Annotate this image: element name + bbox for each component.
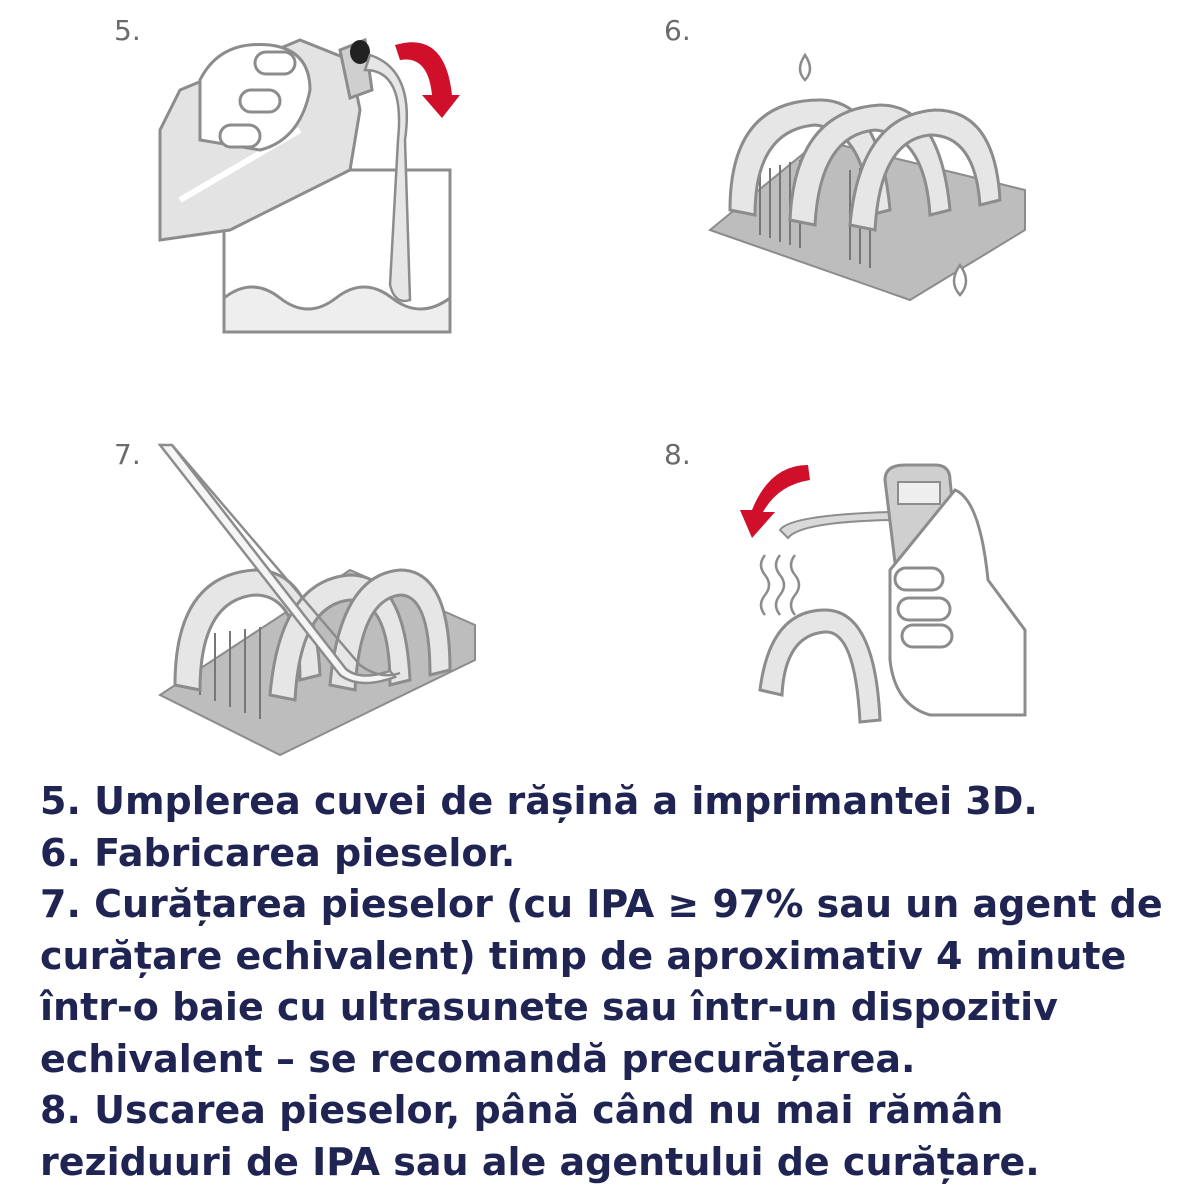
step-number-8: 8. (664, 438, 691, 471)
step-number-5: 5. (114, 14, 141, 47)
caption-line: curățare echivalent) timp de aproximativ 4 minute (40, 933, 1127, 978)
printed-parts-on-build-plate-icon (710, 50, 1030, 310)
caption-line: 7. Curățarea pieselor (cu IPA ≥ 97% sau un agent de (40, 882, 1163, 926)
caption-line: într-o baie cu ultrasunete sau într-un dispozitiv (40, 985, 1058, 1029)
step-number-7: 7. (114, 438, 141, 471)
caption-line: 8. Uscarea pieselor, până când nu mai rămân (40, 1088, 1004, 1132)
caption-line: 5. Umplerea cuvei de rășină a imprimantei 3D. (40, 779, 1038, 823)
caption-line: 6. Fabricarea pieselor. (40, 830, 516, 875)
instructions-caption (40, 776, 1180, 1188)
air-blower-drying-icon (730, 460, 1025, 750)
step-number-6: 6. (664, 14, 691, 47)
tweezers-cleaning-icon (160, 445, 480, 760)
caption-line: echivalent – se recomandă precurățarea. (40, 1036, 916, 1081)
resin-pour-icon (160, 30, 470, 335)
caption-line: reziduuri de IPA sau ale agentului de curățare. (40, 1139, 1040, 1184)
